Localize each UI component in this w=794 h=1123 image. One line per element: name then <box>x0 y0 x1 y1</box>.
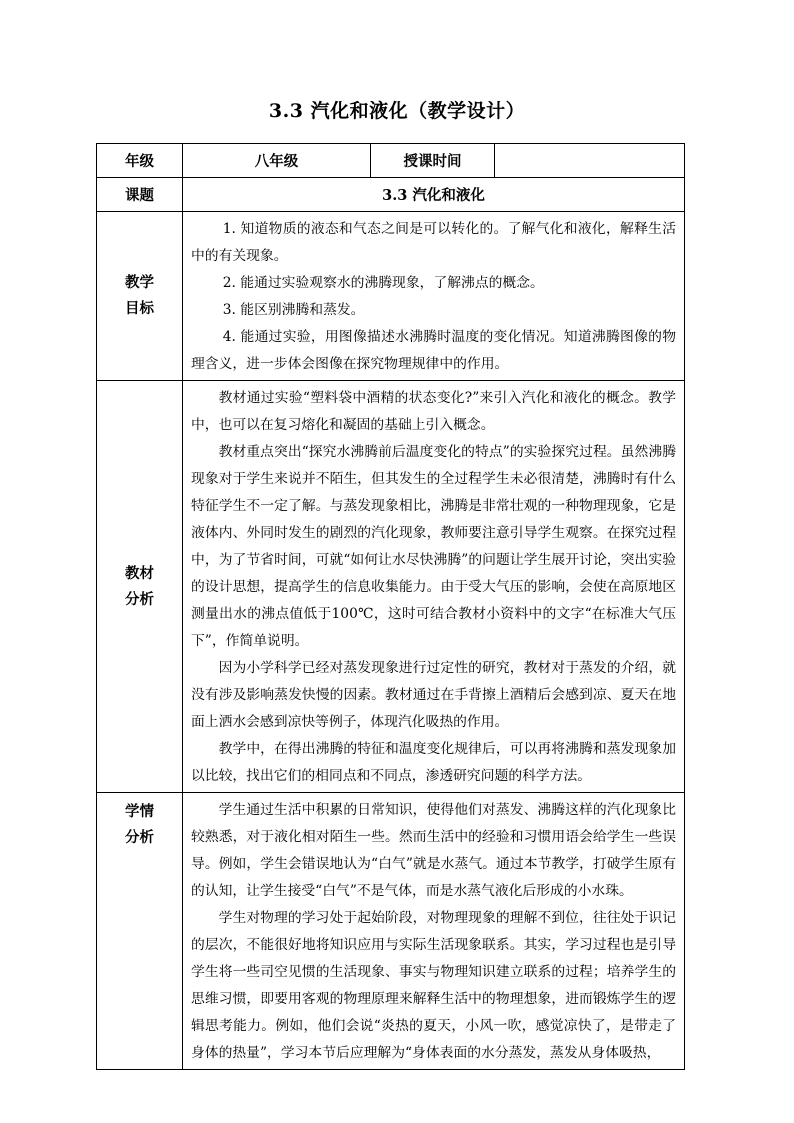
grade-label: 年级 <box>97 144 183 178</box>
students-row <box>97 793 685 1070</box>
lesson-plan-table <box>96 143 685 1070</box>
students-paragraph: 学生通过生活中积累的日常知识，使得他们对蒸发、沸腾这样的汽化现象比较熟悉，对于液化相对陌生一些。然而生活中的经验和习惯用语会给学生一些误导。例如，学生会错误地认为“白气”就是水蒸气。通过本节教学，打破学生原有的认知，让学生接受“白气”不是气体，而是水蒸气液化后形成的小水珠。 <box>191 802 676 899</box>
goals-row <box>97 212 685 381</box>
material-row <box>97 381 685 793</box>
goals-label-line-1: 教学 <box>125 274 154 291</box>
material-paragraph: 教学中，在得出沸腾的特征和温度变化规律后，可以再将沸腾和蒸发现象加以比较，找出它们的相同点和不同点，渗透研究问题的科学方法。 <box>191 741 676 784</box>
grade-row <box>97 144 685 178</box>
goal-item: 4. 能通过实验，用图像描述水沸腾时温度的变化情况。知道沸腾图像的物理含义，进一步体会图像在探究物理规律中的作用。 <box>191 329 676 372</box>
students-label <box>97 793 183 1070</box>
goal-item: 2. 能通过实验观察水的沸腾现象，了解沸点的概念。 <box>222 275 544 291</box>
material-paragraph: 教材通过实验“塑料袋中酒精的状态变化?”来引入汽化和液化的概念。教学中，也可以在复习熔化和凝固的基础上引入概念。 <box>191 390 676 433</box>
students-paragraph: 学生对物理的学习处于起始阶段，对物理现象的理解不到位，往往处于识记的层次，不能很好地将知识应用与实际生活现象联系。其实，学习过程也是引导学生将一些司空见惯的生活现象、事实与物理知识建立联系的过程；培养学生的思维习惯，即要用客观的物理原理来解释生活中的物理想象，进而锻炼学生的逻辑思考能力。例如，他们会说“炎热的夏天，小风一吹，感觉凉快了，是带走了身体的热量”，学习本节后应理解为“身体表面的水分蒸发，蒸发从身体吸热， <box>191 910 676 1061</box>
material-label <box>97 381 183 793</box>
material-content <box>183 381 685 793</box>
time-value <box>495 144 685 178</box>
topic-row <box>97 178 685 212</box>
material-paragraph: 因为小学科学已经对蒸发现象进行过定性的研究，教材对于蒸发的介绍，就没有涉及影响蒸发快慢的因素。教材通过在手背擦上酒精后会感到凉、夏天在地面上洒水会感到凉快等例子，体现汽化吸热的作用。 <box>191 660 676 730</box>
students-content <box>183 793 685 1070</box>
topic-value: 3.3 汽化和液化 <box>183 178 685 212</box>
students-label-line-2: 分析 <box>125 829 154 846</box>
material-label-line-1: 教材 <box>125 564 154 582</box>
material-label-line-2: 分析 <box>125 590 154 608</box>
time-label: 授课时间 <box>371 144 495 178</box>
document-title: 3.3 汽化和液化（教学设计） <box>268 100 526 122</box>
grade-value: 八年级 <box>183 144 371 178</box>
goals-content <box>183 212 685 381</box>
topic-label: 课题 <box>97 178 183 212</box>
goals-label-line-2: 目标 <box>125 300 154 317</box>
goal-item: 1. 知道物质的液态和气态之间是可以转化的。了解气化和液化，解释生活中的有关现象。 <box>191 221 676 264</box>
material-paragraph: 教材重点突出“探究水沸腾前后温度变化的特点”的实验探究过程。虽然沸腾现象对于学生来说并不陌生，但其发生的全过程学生未必很清楚，沸腾时有什么特征学生不一定了解。与蒸发现象相比，沸腾是非常壮观的一种物理现象，它是液体内、外同时发生的剧烈的汽化现象，教师要注意引导学生观察。在探究过程中，为了节省时间，可就“如何让水尽快沸腾”的问题让学生展开讨论，突出实验的设计思想，提高学生的信息收集能力。由于受大气压的影响，会使在高原地区测量出水的沸点值低于100℃，这时可结合教材小资料中的文字“在标准大气压下”，作简单说明。 <box>191 444 676 649</box>
goal-item: 3. 能区别沸腾和蒸发。 <box>222 302 365 318</box>
goals-label <box>97 212 183 381</box>
students-label-line-1: 学情 <box>125 803 154 820</box>
